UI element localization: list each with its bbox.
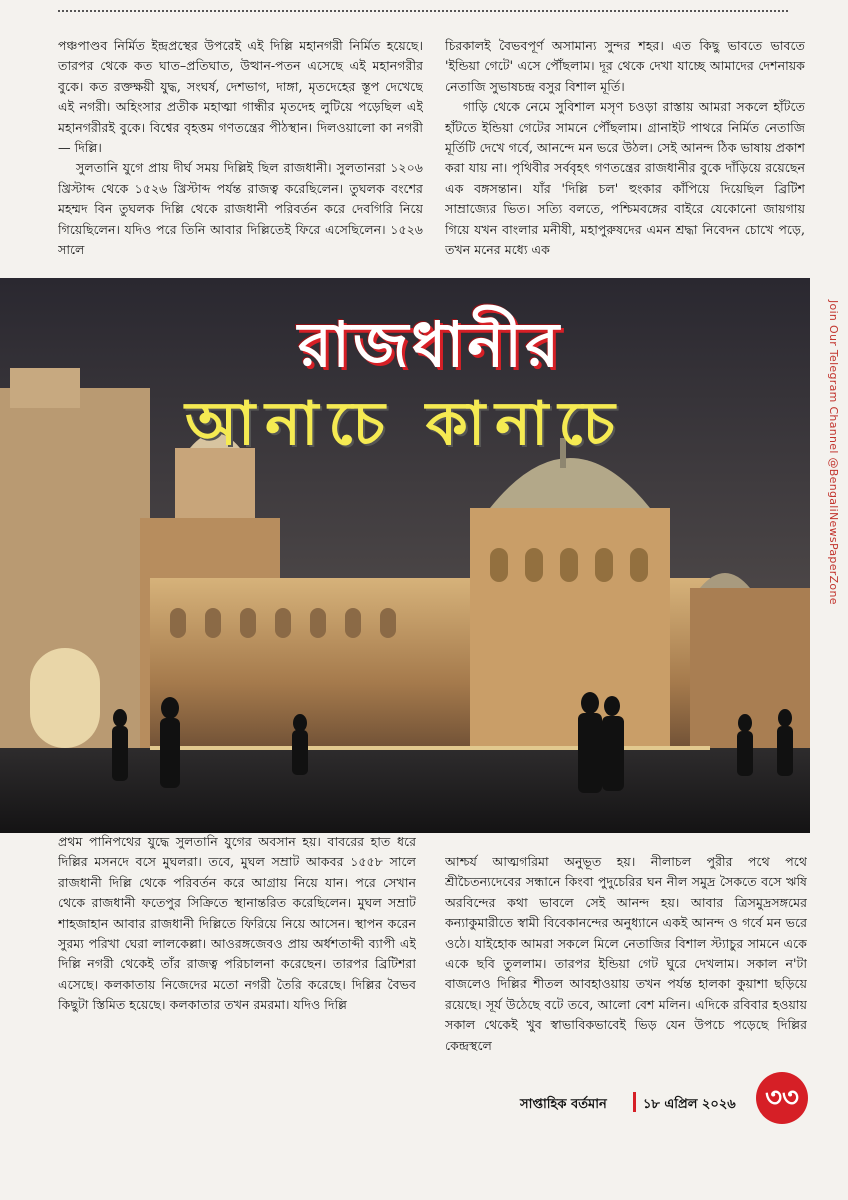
issue-date: ১৮ এপ্রিল ২০২৬: [643, 1097, 736, 1112]
paragraph: গাড়ি থেকে নেমে সুবিশাল মসৃণ চওড়া রাস্তায় আমরা সকলে হাঁটতে হাঁটতে ইন্ডিয়া গেটের সামনে পৌঁছলাম। গ্রানাইট পাথরে নির্মিত নেতাজি মূর্তিটি দেখে গর্বে, আনন্দে মন ভরে উঠল। সেই আনন্দ ঠিক ভাষায় প্রকাশ করা যায় না। পৃথিবীর সর্ববৃহৎ গণতন্ত্রের রাজধানীর বুকে দাঁড়িয়ে রয়েছেন এক বঙ্গসন্তান। যাঁর 'দিল্লি চল' হুংকার কাঁপিয়ে দিয়েছিল ব্রিটিশ সাম্রাজ্যের ভিত। সত্যি বলতে, পশ্চিমবঙ্গের বাইরে যেকোনো জায়গায় গিয়ে যখন বাংলার মনীষী, মহাপুরুষদের এমন শ্রদ্ধা নিবেদন চোখে পড়ে, তখন মনের মধ্যে এক: [445, 99, 805, 258]
article-column-top-right: [445, 36, 805, 272]
side-watermark: Join Our Telegram Channel @BengaliNewsPaperZone: [827, 300, 840, 605]
article-column-bottom-right: [445, 852, 807, 1072]
footer-separator: [633, 1092, 636, 1112]
article-column-bottom-left: [58, 832, 416, 1072]
magazine-name: সাপ্তাহিক বর্তমান: [520, 1097, 607, 1112]
paragraph: সুলতানি যুগে প্রায় দীর্ঘ সময় দিল্লিই ছিল রাজধানী। সুলতানরা ১২০৬ খ্রিস্টাব্দ থেকে ১৫২৬ খ্রিস্টাব্দ পর্যন্ত রাজত্ব করেছিলেন। তুঘলক বংশের মহম্মদ বিন তুঘলক দিল্লি থেকে রাজধানী পরিবর্তন করে দেবগিরি নিয়ে গিয়েছিলেন। যদিও পরে তিনি আবার দিল্লিতেই ফিরে এসেছিলেন। ১৫২৬ সালে: [58, 160, 423, 258]
paragraph: পঞ্চপাণ্ডব নির্মিত ইন্দ্রপ্রস্থের উপরেই এই দিল্লি মহানগরী নির্মিত হয়েছে। তারপর থেকে কত ঘাত–প্রতিঘাত, উত্থান-পতন এসেছে এই মহানগরীর বুকে। কত রক্তক্ষয়ী যুদ্ধ, সংঘর্ষ, দেশভাগ, দাঙ্গা, মৃতদেহের স্তূপ দেখেছে এই নগরী। অহিংসার প্রতীক মহাত্মা গান্ধীর মৃতদেহ লুটিয়ে পড়েছিল এই মহানগরীরই বুকে। বিশ্বের বৃহত্তম গণতন্ত্রের পীঠস্থান। দিলওয়ালো কা নগরী— দিল্লি।: [58, 38, 423, 156]
paragraph: আশ্চর্য আত্মগরিমা অনুভূত হয়। নীলাচল পুরীর পথে পথে শ্রীচৈতন্যদেবের সন্ধানে কিংবা পুদুচেরির ঘন নীল সমুদ্র সৈকতে বসে ঋষি অরবিন্দের কথা ভাবলে সেই আনন্দ হয়। আবার ত্রিসমুদ্রসঙ্গমের কন্যাকুমারীতে স্বামী বিবেকানন্দের অনুধ্যানে একই আনন্দ ও গর্বে মন ভরে ওঠে। যাইহোক আমরা সকলে মিলে নেতাজির বিশাল স্ট্যাচুর সামনে একে একে ছবি তুললাম। তারপর ইন্ডিয়া গেট ঘুরে দেখলাম। সকাল ন'টা বাজলেও দিল্লির শীতল আবহাওয়ায় তখন পর্যন্ত হালকা কুয়াশা ছড়িয়ে রয়েছে। সূর্য উঠেছে বটে তবে, আলো বেশ মলিন। এদিকে রবিবার হওয়ায় সকাল থেকেই খুব স্বাভাবিকভাবেই ভিড় যেন উপচে পড়েছে দিল্লির কেন্দ্রস্থলে: [445, 854, 807, 1053]
paragraph: চিরকালই বৈভবপূর্ণ অসামান্য সুন্দর শহর। এত কিছু ভাবতে ভাবতে 'ইন্ডিয়া গেটে' এসে পৌঁছলাম। দূর থেকে দেখা যাচ্ছে আমাদের দেশনায়ক নেতাজি সুভাষচন্দ্র বসুর বিশাল মূর্তি।: [445, 38, 805, 94]
top-dotted-rule: [58, 10, 788, 12]
article-column-top-left: [58, 36, 423, 272]
headline-line-2: আনাচে কানাচে: [185, 389, 625, 459]
headline-line-1: রাজধানীর: [297, 308, 563, 381]
red-fort-photo: [0, 278, 810, 833]
page-number-badge: ৩৩: [756, 1072, 808, 1124]
paragraph: প্রথম পানিপথের যুদ্ধে সুলতানি যুগের অবসান হয়। বাবরের হাত ধরে দিল্লির মসনদে বসে মুঘলরা। তবে, মুঘল সম্রাট আকবর ১৫৫৮ সালে রাজধানী দিল্লি থেকে পরিবর্তন করে আগ্রায় নিয়ে যান। পরে সেখান থেকে রাজধানী ফতেপুর সিক্রিতে স্থানান্তরিত করেছিলেন। মুঘল সম্রাট শাহজাহান আবার রাজধানী দিল্লিতে ফিরিয়ে নিয়ে আসেন। স্থাপন করেন সুরম্য পরিখা ঘেরা লালকেল্লা। আওরঙ্গজেবও প্রায় অর্ধশতাব্দী ব্যাপী এই দিল্লি নগরী থেকেই তাঁর রাজত্ব পরিচালনা করেছেন। তারপর ব্রিটিশরা এসেছে। কলকাতায় নিজেদের মতো নগরী তৈরি করেছে। দিল্লির বৈভব কিছুটা স্তিমিত হয়েছে। কলকাতার তখন রমরমা। যদিও দিল্লি: [58, 834, 416, 1013]
